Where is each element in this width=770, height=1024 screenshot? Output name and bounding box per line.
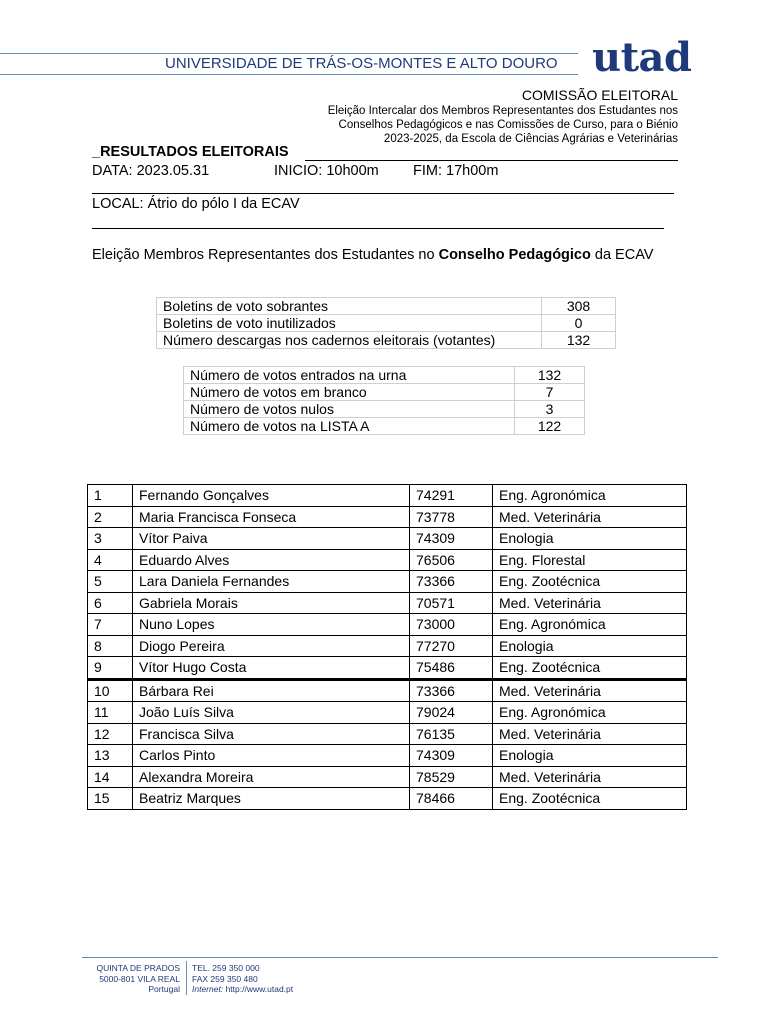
candidate-name: Fernando Gonçalves xyxy=(133,485,410,507)
candidate-id: 70571 xyxy=(410,592,493,614)
date-underline xyxy=(92,193,674,194)
candidate-id: 75486 xyxy=(410,657,493,680)
table-row xyxy=(88,549,687,571)
candidate-name: Vítor Hugo Costa xyxy=(133,657,410,680)
candidate-name: Vítor Paiva xyxy=(133,528,410,550)
footer-separator xyxy=(186,961,187,995)
table-row xyxy=(88,528,687,550)
candidate-name: Alexandra Moreira xyxy=(133,766,410,788)
ballots-table xyxy=(156,297,616,349)
table-row xyxy=(88,766,687,788)
footer-address xyxy=(82,963,180,995)
candidate-name: Carlos Pinto xyxy=(133,745,410,767)
table-row xyxy=(88,506,687,528)
candidates-table xyxy=(87,484,687,810)
candidate-number: 2 xyxy=(88,506,133,528)
candidate-course: Eng. Agronómica xyxy=(493,485,687,507)
candidate-number: 15 xyxy=(88,788,133,810)
candidate-course: Eng. Zootécnica xyxy=(493,571,687,593)
table-row xyxy=(184,401,585,418)
table-row xyxy=(88,571,687,593)
election-subtitle xyxy=(328,104,678,146)
candidate-name: Bárbara Rei xyxy=(133,679,410,702)
candidate-id: 77270 xyxy=(410,635,493,657)
utad-logo: utad xyxy=(592,34,692,81)
footer-internet xyxy=(192,984,293,995)
candidate-name: Francisca Silva xyxy=(133,723,410,745)
candidate-course: Eng. Zootécnica xyxy=(493,788,687,810)
candidate-number: 5 xyxy=(88,571,133,593)
footer-contacts xyxy=(192,963,293,995)
candidate-course: Med. Veterinária xyxy=(493,679,687,702)
candidate-id: 73000 xyxy=(410,614,493,636)
candidate-number: 14 xyxy=(88,766,133,788)
candidate-course: Med. Veterinária xyxy=(493,766,687,788)
location-text: LOCAL: Átrio do pólo I da ECAV xyxy=(92,196,300,212)
date-text: DATA: 2023.05.31 xyxy=(92,163,210,179)
table-row xyxy=(157,332,616,349)
candidate-course: Med. Veterinária xyxy=(493,723,687,745)
candidate-course: Med. Veterinária xyxy=(493,506,687,528)
candidate-id: 74291 xyxy=(410,485,493,507)
candidate-name: Nuno Lopes xyxy=(133,614,410,636)
subtitle-line: Conselhos Pedagógicos e nas Comissões de Curso, para o Biénio xyxy=(338,119,678,131)
candidate-id: 76135 xyxy=(410,723,493,745)
candidate-course: Med. Veterinária xyxy=(493,592,687,614)
election-description xyxy=(92,246,678,264)
ballot-value: 132 xyxy=(542,332,616,349)
table-row xyxy=(88,592,687,614)
candidate-id: 74309 xyxy=(410,745,493,767)
start-time: INICIO: 10h00m xyxy=(274,163,379,179)
candidate-number: 11 xyxy=(88,702,133,724)
candidate-number: 1 xyxy=(88,485,133,507)
footer-fax: FAX 259 350 480 xyxy=(192,973,258,984)
candidate-number: 12 xyxy=(88,723,133,745)
ballot-value: 0 xyxy=(542,315,616,332)
candidate-number: 13 xyxy=(88,745,133,767)
table-row xyxy=(157,315,616,332)
election-text-end: da ECAV xyxy=(590,247,654,263)
candidate-id: 78466 xyxy=(410,788,493,810)
votes-table xyxy=(183,366,585,435)
candidate-course: Enologia xyxy=(493,528,687,550)
end-time: FIM: 17h00m xyxy=(413,163,499,179)
vote-value: 132 xyxy=(515,367,585,384)
vote-label: Número de votos nulos xyxy=(184,401,515,418)
subtitle-line: 2023-2025, da Escola de Ciências Agrárias e Veterinárias xyxy=(383,133,678,145)
table-row xyxy=(157,298,616,315)
vote-value: 3 xyxy=(515,401,585,418)
title-underline xyxy=(305,160,678,161)
vote-value: 122 xyxy=(515,418,585,435)
candidate-number: 7 xyxy=(88,614,133,636)
candidate-name: Diogo Pereira xyxy=(133,635,410,657)
table-row xyxy=(88,723,687,745)
candidate-name: Gabriela Morais xyxy=(133,592,410,614)
candidate-course: Eng. Agronómica xyxy=(493,702,687,724)
candidate-name: Eduardo Alves xyxy=(133,549,410,571)
candidate-course: Enologia xyxy=(493,745,687,767)
table-row xyxy=(88,679,687,702)
candidate-number: 9 xyxy=(88,657,133,680)
candidate-id: 76506 xyxy=(410,549,493,571)
candidate-name: Maria Francisca Fonseca xyxy=(133,506,410,528)
results-title: _RESULTADOS ELEITORAIS xyxy=(92,144,289,160)
internet-label: Internet: xyxy=(192,984,224,994)
subtitle-line: Eleição Intercalar dos Membros Representantes dos Estudantes nos xyxy=(327,105,678,117)
candidate-number: 10 xyxy=(88,679,133,702)
vote-label: Número de votos em branco xyxy=(184,384,515,401)
ballot-value: 308 xyxy=(542,298,616,315)
location-underline xyxy=(92,228,664,229)
ballot-label: Número descargas nos cadernos eleitorais (votantes) xyxy=(157,332,542,349)
table-row xyxy=(88,788,687,810)
table-row xyxy=(184,418,585,435)
address-line: 5000-801 VILA REAL xyxy=(99,973,180,984)
candidate-number: 3 xyxy=(88,528,133,550)
candidate-name: Lara Daniela Fernandes xyxy=(133,571,410,593)
vote-label: Número de votos entrados na urna xyxy=(184,367,515,384)
address-line: Portugal xyxy=(148,984,180,994)
table-row xyxy=(88,635,687,657)
candidate-id: 73366 xyxy=(410,679,493,702)
table-row xyxy=(88,485,687,507)
election-body: Conselho Pedagógico xyxy=(438,247,591,263)
candidate-number: 4 xyxy=(88,549,133,571)
university-name: UNIVERSIDADE DE TRÁS-OS-MONTES E ALTO DOURO xyxy=(165,55,558,72)
table-row xyxy=(88,745,687,767)
candidate-id: 78529 xyxy=(410,766,493,788)
table-row xyxy=(184,367,585,384)
candidate-id: 73366 xyxy=(410,571,493,593)
vote-value: 7 xyxy=(515,384,585,401)
candidate-name: João Luís Silva xyxy=(133,702,410,724)
table-row xyxy=(184,384,585,401)
footer-tel: TEL. 259 350 000 xyxy=(192,963,260,973)
header-rule-bottom xyxy=(0,74,578,75)
table-row xyxy=(88,657,687,680)
candidate-name: Beatriz Marques xyxy=(133,788,410,810)
candidate-course: Eng. Agronómica xyxy=(493,614,687,636)
website-link[interactable]: http://www.utad.pt xyxy=(225,984,294,994)
candidate-course: Eng. Florestal xyxy=(493,549,687,571)
table-row xyxy=(88,702,687,724)
ballot-label: Boletins de voto sobrantes xyxy=(157,298,542,315)
footer-rule xyxy=(82,957,718,958)
table-row xyxy=(88,614,687,636)
commission-title: COMISSÃO ELEITORAL xyxy=(521,87,678,103)
candidate-course: Eng. Zootécnica xyxy=(493,657,687,680)
ballot-label: Boletins de voto inutilizados xyxy=(157,315,542,332)
candidate-id: 73778 xyxy=(410,506,493,528)
vote-label: Número de votos na LISTA A xyxy=(184,418,515,435)
candidate-number: 6 xyxy=(88,592,133,614)
candidate-id: 79024 xyxy=(410,702,493,724)
date-row xyxy=(92,163,209,179)
election-text: Eleição Membros Representantes dos Estudantes no xyxy=(92,247,439,263)
candidate-id: 74309 xyxy=(410,528,493,550)
address-line: QUINTA DE PRADOS xyxy=(96,963,180,973)
header-rule xyxy=(0,53,578,54)
candidate-course: Enologia xyxy=(493,635,687,657)
candidate-number: 8 xyxy=(88,635,133,657)
